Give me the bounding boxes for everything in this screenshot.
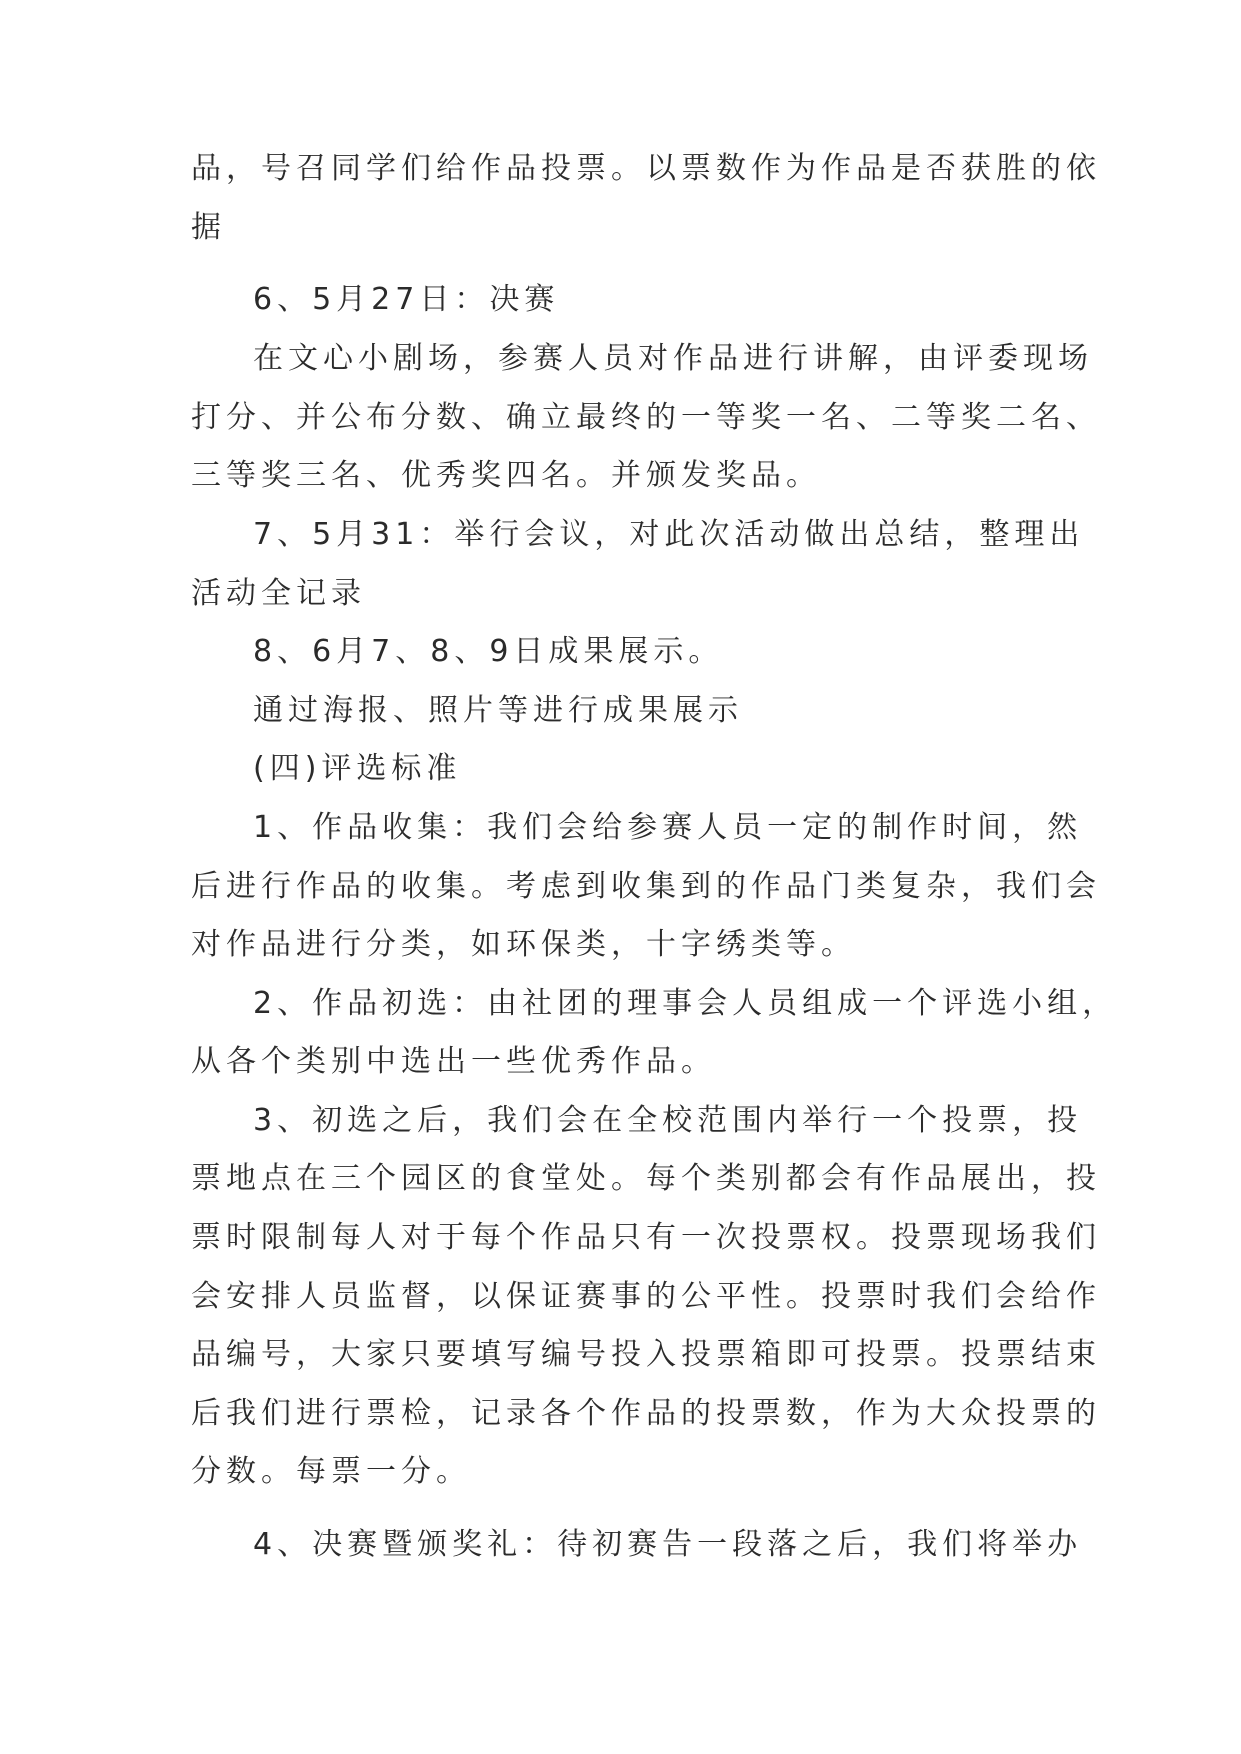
text-line: 三等奖三名、优秀奖四名。并颁发奖品。 [191,458,821,493]
text-line: 品编号，大家只要填写编号投入投票箱即可投票。投票结束 [191,1337,1101,1372]
text-line: 分数。每票一分。 [191,1454,471,1489]
section-heading: (四)评选标准 [253,751,462,786]
text-line: 1、作品收集：我们会给参赛人员一定的制作时间，然 [253,810,1083,845]
text-line: 据 [191,210,226,245]
text-line: 通过海报、照片等进行成果展示 [253,693,743,728]
text-line: 3、初选之后，我们会在全校范围内举行一个投票，投 [253,1103,1083,1138]
text-line: 6、5月27日：决赛 [253,282,560,317]
text-line: 后我们进行票检，记录各个作品的投票数，作为大众投票的 [191,1396,1101,1431]
text-line: 会安排人员监督，以保证赛事的公平性。投票时我们会给作 [191,1279,1101,1314]
text-line: 品，号召同学们给作品投票。以票数作为作品是否获胜的依 [191,151,1101,186]
text-line: 在文心小剧场，参赛人员对作品进行讲解，由评委现场 [253,341,1093,376]
text-line: 4、决赛暨颁奖礼：待初赛告一段落之后，我们将举办 [253,1527,1083,1562]
text-line: 票时限制每人对于每个作品只有一次投票权。投票现场我们 [191,1220,1101,1255]
text-line: 从各个类别中选出一些优秀作品。 [191,1044,716,1079]
text-line: 票地点在三个园区的食堂处。每个类别都会有作品展出，投 [191,1161,1101,1196]
text-line: 对作品进行分类，如环保类，十字绣类等。 [191,927,856,962]
text-line: 8、6月7、8、9日成果展示。 [253,634,724,669]
text-line: 打分、并公布分数、确立最终的一等奖一名、二等奖二名、 [191,400,1101,435]
text-line: 2、作品初选：由社团的理事会人员组成一个评选小组， [253,986,1118,1021]
text-line: 后进行作品的收集。考虑到收集到的作品门类复杂，我们会 [191,869,1101,904]
text-line: 7、5月31：举行会议，对此次活动做出总结，整理出 [253,517,1085,552]
text-line: 活动全记录 [191,576,366,611]
